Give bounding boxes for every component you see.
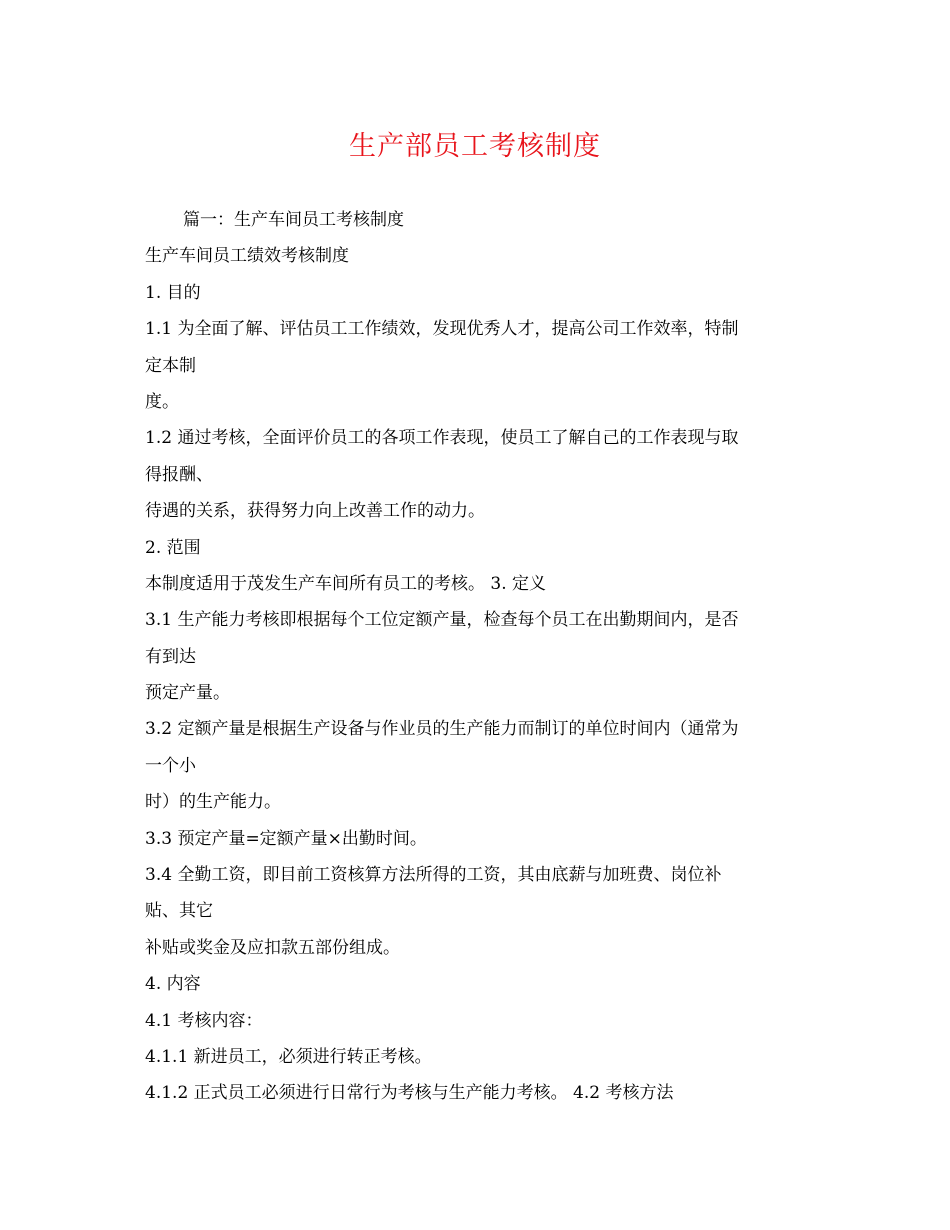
text-line: 2. 范围 <box>145 537 201 558</box>
text-line: 得报酬、 <box>145 464 213 485</box>
text-line: 3.3 预定产量=定额产量×出勤时间。 <box>145 828 427 849</box>
document-title: 生产部员工考核制度 <box>349 131 601 162</box>
text-line: 4.1 考核内容： <box>145 1010 263 1031</box>
text-line: 补贴或奖金及应扣款五部份组成。 <box>145 937 400 958</box>
text-line: 1. 目的 <box>145 282 201 303</box>
subtitle-line: 生产车间员工绩效考核制度 <box>145 246 349 267</box>
text-line: 4.1.1 新进员工，必须进行转正考核。 <box>145 1046 432 1067</box>
text-line: 3.1 生产能力考核即根据每个工位定额产量，检查每个员工在出勤期间内，是否 <box>145 610 739 631</box>
text-line: 定本制 <box>145 355 196 376</box>
text-line: 贴、其它 <box>145 901 213 922</box>
text-line: 时）的生产能力。 <box>145 792 281 813</box>
text-line: 1.2 通过考核，全面评价员工的各项工作表现，使员工了解自己的工作表现与取 <box>145 428 739 449</box>
text-line: 4.1.2 正式员工必须进行日常行为考核与生产能力考核。 4.2 考核方法 <box>145 1083 674 1104</box>
document-body <box>145 206 815 1116</box>
text-line: 度。 <box>145 391 179 412</box>
text-line: 预定产量。 <box>145 683 230 704</box>
text-line: 3.2 定额产量是根据生产设备与作业员的生产能力而制订的单位时间内（通常为 <box>145 719 739 740</box>
section-heading: 篇一：生产车间员工考核制度 <box>183 210 404 230</box>
text-line: 有到达 <box>145 646 196 667</box>
text-line: 一个小 <box>145 755 196 776</box>
text-line: 4. 内容 <box>145 974 201 995</box>
text-line: 本制度适用于茂发生产车间所有员工的考核。 3. 定义 <box>145 573 547 594</box>
text-line: 1.1 为全面了解、评估员工工作绩效，发现优秀人才，提高公司工作效率，特制 <box>145 319 739 340</box>
text-line: 待遇的关系，获得努力向上改善工作的动力。 <box>145 501 485 522</box>
text-line: 3.4 全勤工资，即目前工资核算方法所得的工资，其由底薪与加班费、岗位补 <box>145 865 722 886</box>
